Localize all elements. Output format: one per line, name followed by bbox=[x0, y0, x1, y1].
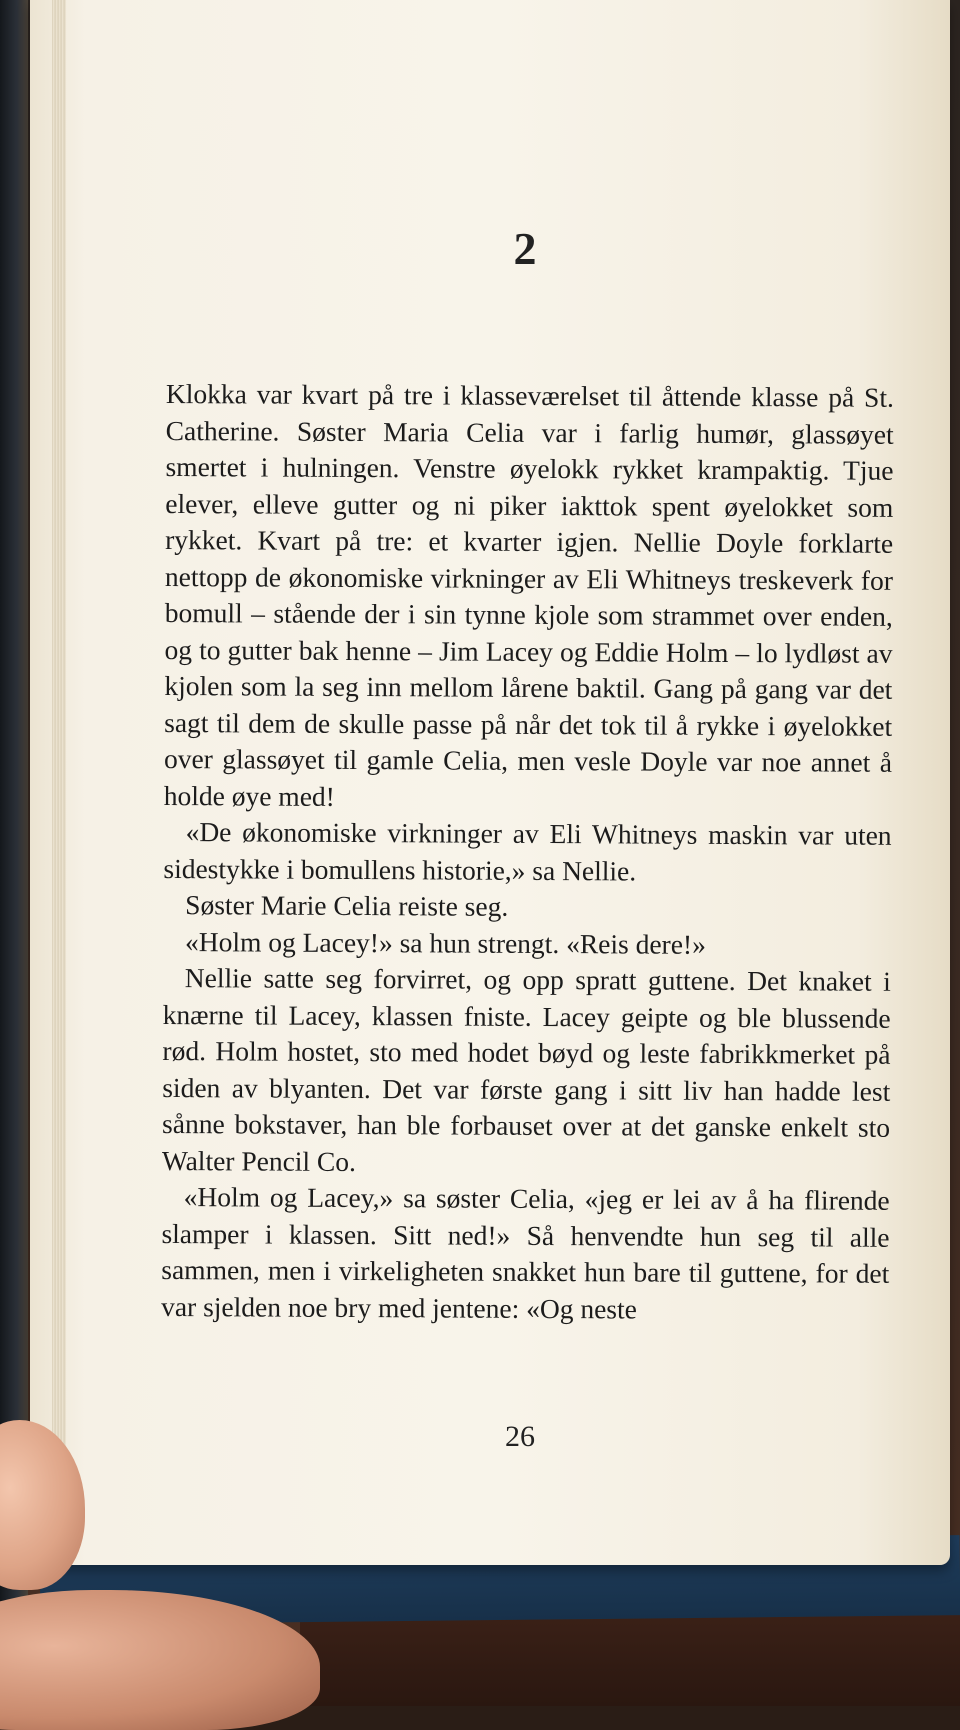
chapter-number: 2 bbox=[513, 223, 537, 274]
paragraph: «Holm og Lacey!» sa hun strengt. «Reis dere!» bbox=[184, 925, 706, 960]
page-number: 26 bbox=[505, 1420, 535, 1453]
paragraph: Søster Marie Celia reiste seg. bbox=[185, 889, 509, 922]
paragraph: Nellie satte seg forvirret, og opp spratt guttene. Det knaket i knærne til Lacey, klassen fniste. Lacey geipte og ble blussende rød. Holm hostet, sto med hodet bøyd og leste fabrikkmerket på siden av blyanten. Det var første gang i sitt liv han hadde lest sånne bokstaver, han ble forbauset over at det ganske enkelt sto Walter Pencil Co. bbox=[161, 962, 891, 1177]
chapter-body bbox=[161, 376, 894, 1329]
paragraph: «Holm og Lacey,» sa søster Celia, «jeg er lei av å ha flirende slamper i klassen. Sitt ned!» Så henvendte hun seg til alle sammen, men i virkeligheten snakket hun bare til guttene, for det var sjelden noe bry med jentene: «Og neste bbox=[161, 1181, 890, 1324]
paragraph: Klokka var kvart på tre i klasseværelset til åttende klasse på St. Catherine. Søster Maria Celia var i farlig humør, glassøyet smertet i hulningen. Venstre øyelokk rykket krampaktig. Tjue elever, elleve gutter og ni piker iakttok spent øyelokket som rykket. Kvart på tre: et kvarter igjen. Nellie Doyle forklarte nettopp de økonomiske virkninger av Eli Whitneys treskeverk for bomull – stående der i sin tynne kjole som strammet over enden, og to gutter bak henne – Jim Lacey og Eddie Holm – lo lydløst av kjolen som la seg inn mellom lårene baktil. Gang på gang var det sagt til dem de skulle passe på når det tok til å rykke i øyelokket over glassøyet til gamle Celia, men vesle Doyle var noe annet å holde øye med! bbox=[163, 377, 894, 812]
paragraph: «De økonomiske virkninger av Eli Whitneys maskin var uten sidestykke i bomullens historie,» sa Nellie. bbox=[163, 816, 892, 886]
